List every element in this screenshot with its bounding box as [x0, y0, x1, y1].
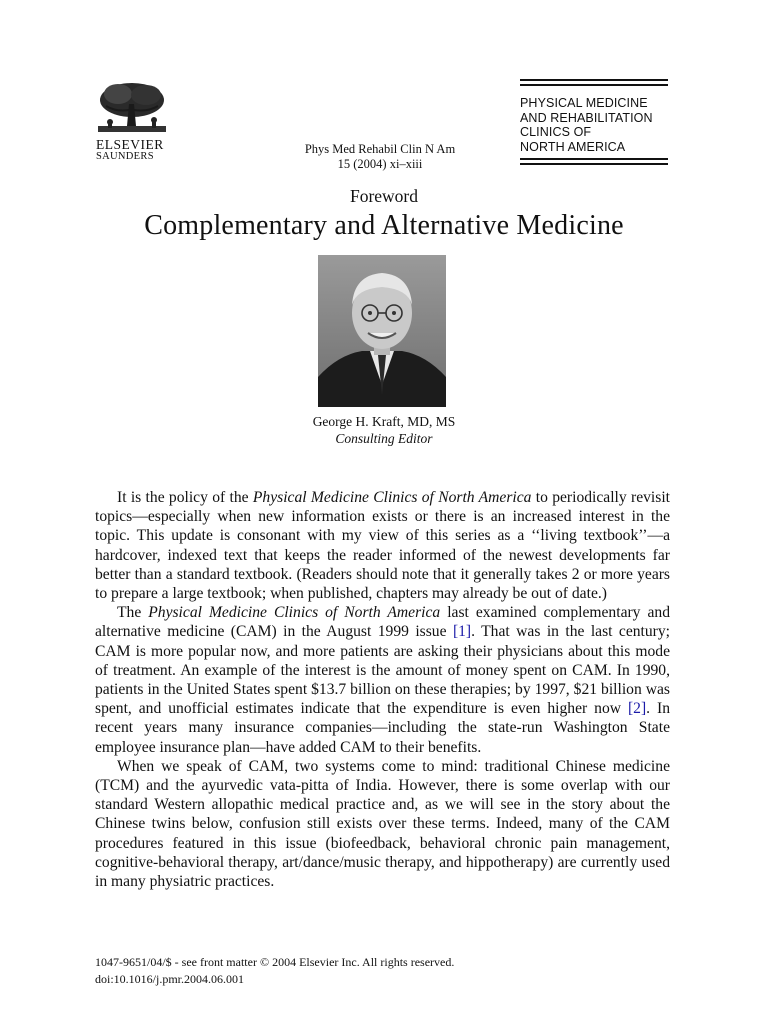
text-run: to periodically revisit topics—especially when new information exists or there is an increased interest in the topic. This update is consonant with my view of this series as a ‘‘living textbook’’—a hardcover, indexed text that keeps the reader informed of the newest developments far better than a standard textbook. (Readers should note that it generally takes 2 or more years to prepare a large textbook; when published, chapters may already be out of date.)	[95, 489, 670, 603]
author-role: Consulting Editor	[335, 431, 433, 446]
text-run: . That was in the last century; CAM is more popular now, and more patients are asking their physicians about this mode of treatment. An example of the interest is the amount of money spent on CAM. In 1990, patients in the United States spent $13.7 billion on these therapies; by 1997, $21 billion was spent, and unofficial estimates indicate that the expenditure is even higher now	[95, 623, 670, 718]
citation-volume: 15 (2004) xi–xiii	[337, 157, 423, 171]
author-name: George H. Kraft, MD, MS	[312, 414, 456, 429]
author-block	[0, 413, 768, 447]
article-title: Complementary and Alternative Medicine	[144, 210, 624, 241]
text-run: last examined complementary and alternative medicine (CAM) in the August 1999 issue	[95, 604, 670, 641]
paragraph	[95, 488, 670, 603]
journal-name-line: CLINICS OF	[520, 125, 592, 139]
footer-copyright: 1047-9651/04/$ - see front matter © 2004 Elsevier Inc. All rights reserved.	[95, 955, 455, 969]
publisher-imprint: SAUNDERS	[96, 151, 154, 162]
journal-name-line: PHYSICAL MEDICINE	[520, 96, 648, 110]
journal-name-line: NORTH AMERICA	[520, 139, 626, 154]
footer-doi: doi:10.1016/j.pmr.2004.06.001	[95, 972, 245, 986]
article-body	[95, 488, 670, 891]
page-footer	[95, 954, 454, 988]
journal-citation	[270, 142, 490, 172]
masthead-rule-bottom	[520, 158, 668, 165]
publisher-logo	[96, 80, 172, 163]
paragraph: When we speak of CAM, two systems come to mind: traditional Chinese medicine (TCM) and the ayurvedic vata-pitta of India. However, there is some overlap with our standard Western allopathic medical practice and, as we will see in the story about the Chinese twins below, confusion still exists over these terms. Indeed, many of the CAM procedures featured in this issue (biofeedback, behavioral chronic pain management, cognitive-behavioral therapy, art/dance/music therapy, and hippotherapy) are currently used in many physiatric practices.	[95, 757, 670, 891]
reference-link-1[interactable]: [1]	[452, 623, 472, 641]
masthead-rule-top	[520, 79, 668, 86]
text-run: . In recent years many insurance companies—including the state-run Washington State employee insurance plan—have added CAM to their benefits.	[95, 700, 670, 756]
paragraph	[95, 603, 670, 757]
journal-name-italic: Physical Medicine Clinics of North America	[148, 604, 441, 622]
journal-name-italic: Physical Medicine Clinics of North America	[252, 489, 532, 506]
journal-name	[520, 86, 668, 158]
reference-link-2[interactable]: [2]	[627, 700, 647, 718]
citation-journal: Phys Med Rehabil Clin N Am	[304, 142, 456, 156]
publisher-name: ELSEVIER	[96, 137, 164, 152]
tree-logo-icon	[96, 80, 168, 136]
journal-name-line: AND REHABILITATION	[520, 110, 653, 125]
journal-masthead	[520, 79, 668, 165]
text-run: It is the policy of the	[117, 489, 253, 506]
text-run: The	[117, 604, 149, 622]
author-portrait	[318, 255, 446, 407]
section-label: Foreword	[349, 186, 419, 206]
